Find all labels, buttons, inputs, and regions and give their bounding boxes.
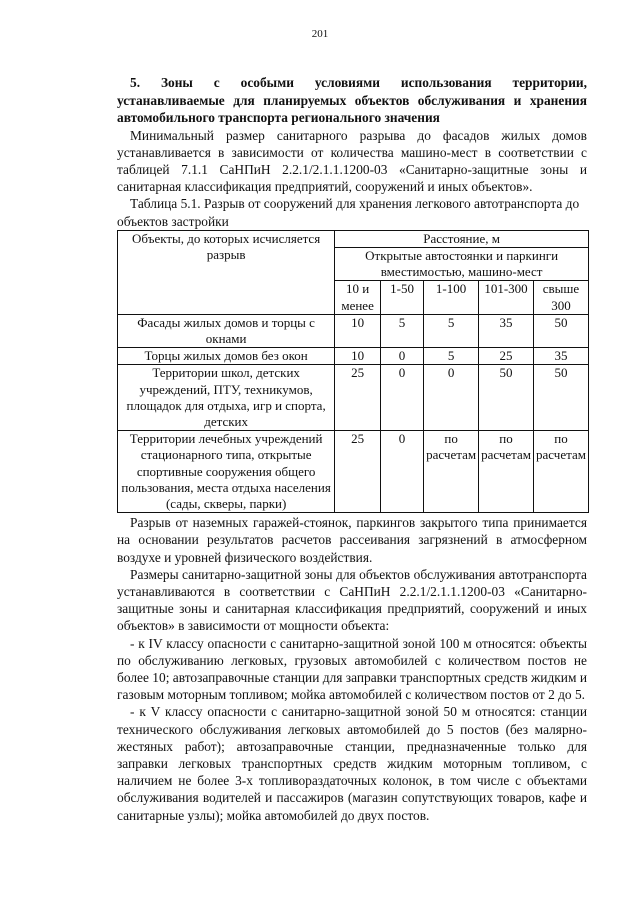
- szz-paragraph: Размеры санитарно-защитной зоны для объектов обслуживания автотранспорта устанавливаются в соответствии с СаНПиН 2.2.1/2.1.1.1200-03 «Санитарно-защитные зоны и санитарная классификация предприятий, сооружений и иных объектов» в зависимости от мощности объекта:: [117, 566, 587, 634]
- row-value: по расчетам: [424, 431, 479, 513]
- row-value: по расчетам: [479, 431, 534, 513]
- row-value: 50: [479, 365, 534, 431]
- row-value: 35: [533, 348, 588, 365]
- capacity-header: 10 и менее: [335, 281, 381, 314]
- row-value: 50: [533, 365, 588, 431]
- table-row: [118, 431, 589, 513]
- row-value: 0: [380, 365, 423, 431]
- capacity-header: свыше 300: [533, 281, 588, 314]
- capacity-header: 1-50: [380, 281, 423, 314]
- row-value: 0: [424, 365, 479, 431]
- row-value: 5: [380, 314, 423, 347]
- row-value: 5: [424, 314, 479, 347]
- section-heading: 5. Зоны с особыми условиями использования территории, устанавливаемые для планируемых объектов обслуживания и хранения автомобильного транспорта регионального значения: [117, 75, 587, 125]
- row-value: 5: [424, 348, 479, 365]
- table-row: [118, 314, 589, 347]
- page-number: 201: [311, 28, 329, 40]
- distance-header: Расстояние, м: [335, 230, 589, 247]
- row-value: 0: [380, 431, 423, 513]
- table-caption: Таблица 5.1. Разрыв от сооружений для хранения легкового автотранспорта до объектов застройки: [117, 196, 580, 229]
- table-row: [118, 365, 589, 431]
- capacity-header: 1-100: [424, 281, 479, 314]
- table-header-row: [118, 230, 589, 247]
- table-row: [118, 348, 589, 365]
- capacity-subheader: Открытые автостоянки и паркинги вместимостью, машино-мест: [335, 247, 589, 280]
- row-value: 25: [479, 348, 534, 365]
- row-value: 35: [479, 314, 534, 347]
- row-value: 50: [533, 314, 588, 347]
- garages-paragraph: Разрыв от наземных гаражей-стоянок, паркингов закрытого типа принимается на основании результатов расчетов рассеивания загрязнений в атмосферном воздухе и уровней физического воздействия.: [117, 515, 587, 565]
- row-value: по расчетам: [533, 431, 588, 513]
- objects-column-header: Объекты, до которых исчисляется разрыв: [118, 230, 335, 314]
- row-object: Территории школ, детских учреждений, ПТУ, техникумов, площадок для отдыха, игр и спорта, детских: [118, 365, 335, 431]
- distance-table: [117, 230, 589, 513]
- row-value: 10: [335, 314, 381, 347]
- row-value: 0: [380, 348, 423, 365]
- intro-paragraph: Минимальный размер санитарного разрыва до фасадов жилых домов устанавливается в зависимости от количества машино-мест в соответствии с таблицей 7.1.1 СаНПиН 2.2.1/2.1.1.1200-03 «Санитарно-защитные зоны и санитарная классификация предприятий, сооружений и иных объектов».: [117, 127, 587, 195]
- row-value: 10: [335, 348, 381, 365]
- row-value: 25: [335, 365, 381, 431]
- row-object: Фасады жилых домов и торцы с окнами: [118, 314, 335, 347]
- class-iv-paragraph: - к IV классу опасности с санитарно-защитной зоной 100 м относятся: объекты по обслуживанию легковых, грузовых автомобилей с количеством постов не более 10; автозаправочные станции для заправки транспортных средств жидким и газовым моторным топливом; мойка автомобилей с количеством постов от 2 до 5.: [117, 635, 587, 703]
- document-body: [117, 74, 587, 824]
- capacity-header: 101-300: [479, 281, 534, 314]
- row-object: Территории лечебных учреждений стационарного типа, открытые спортивные сооружения общего пользования, места отдыха населения (сады, скверы, парки): [118, 431, 335, 513]
- row-object: Торцы жилых домов без окон: [118, 348, 335, 365]
- row-value: 25: [335, 431, 381, 513]
- class-v-paragraph: - к V классу опасности с санитарно-защитной зоной 50 м относятся: станции технического обслуживания легковых автомобилей до 5 постов (без малярно-жестяных работ); автозаправочные станции, предназначенные только для заправки легковых транспортных средств жидким моторным топливом, с наличием не более 3-х топливораздаточных колонок, в том числе с объектами обслуживания водителей и пассажиров (магазин сопутствующих товаров, кафе и санитарные узлы); мойка автомобилей до двух постов.: [117, 704, 587, 823]
